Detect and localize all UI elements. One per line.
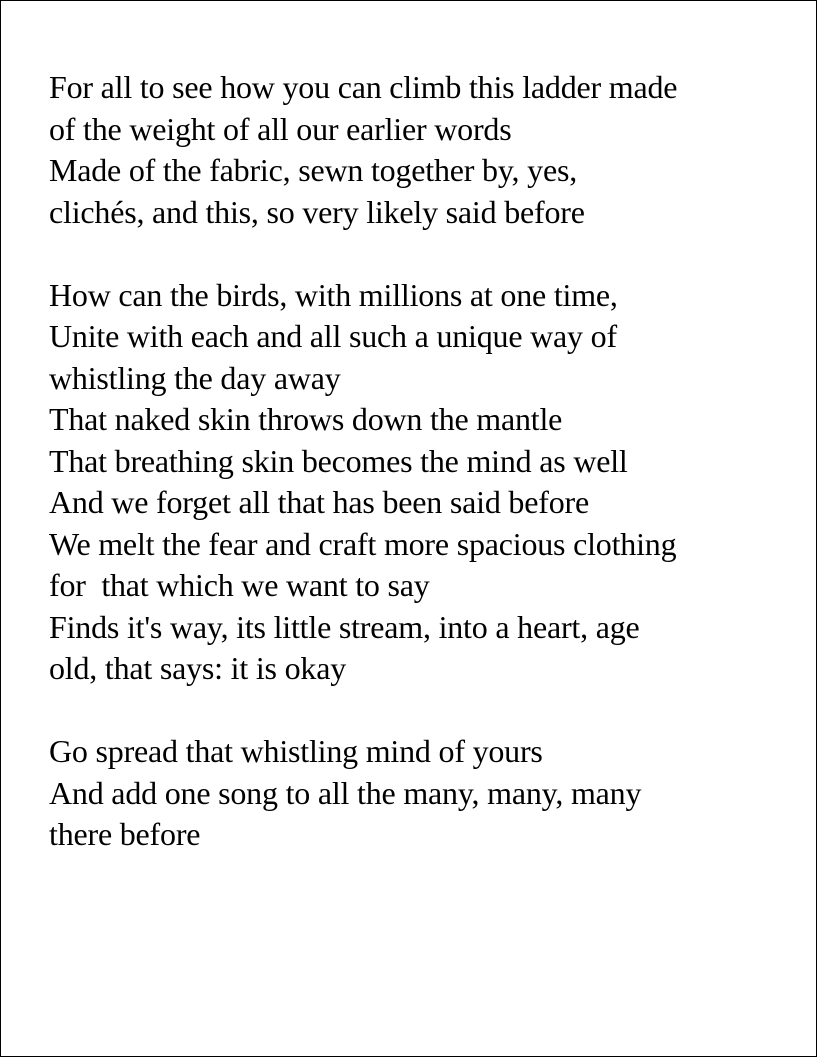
poem-line: Unite with each and all such a unique way of [49, 318, 617, 354]
poem-line: For all to see how you can climb this ladder made [49, 69, 678, 105]
poem-line: old, that says: it is okay [49, 650, 347, 686]
poem-line: We melt the fear and craft more spacious clothing [49, 525, 677, 562]
poem-line: Made of the fabric, sewn together by, yes, [49, 152, 578, 188]
poem-line: whistling the day away [49, 359, 341, 396]
poem-line: there before [49, 816, 201, 852]
poem-body [49, 67, 809, 897]
stanza-1 [49, 67, 809, 233]
poem-line: That breathing skin becomes the mind as well [49, 442, 628, 479]
poem-line: And add one song to all the many, many, many [49, 774, 642, 811]
stanza-2 [49, 275, 809, 690]
poem-line: clichés, and this, so very likely said before [49, 193, 585, 230]
poem-line: Go spread that whistling mind of yours [49, 733, 543, 769]
stanza-3 [49, 731, 809, 856]
poem-line: That naked skin throws down the mantle [49, 401, 563, 437]
poem-line: Finds it's way, its little stream, into a heart, age [49, 608, 640, 645]
poem-line: How can the birds, with millions at one time, [49, 276, 618, 313]
poem-line: for that which we want to say [49, 567, 430, 603]
poem-line: And we forget all that has been said before [49, 484, 589, 520]
poem-line: of the weight of all our earlier words [49, 110, 512, 147]
